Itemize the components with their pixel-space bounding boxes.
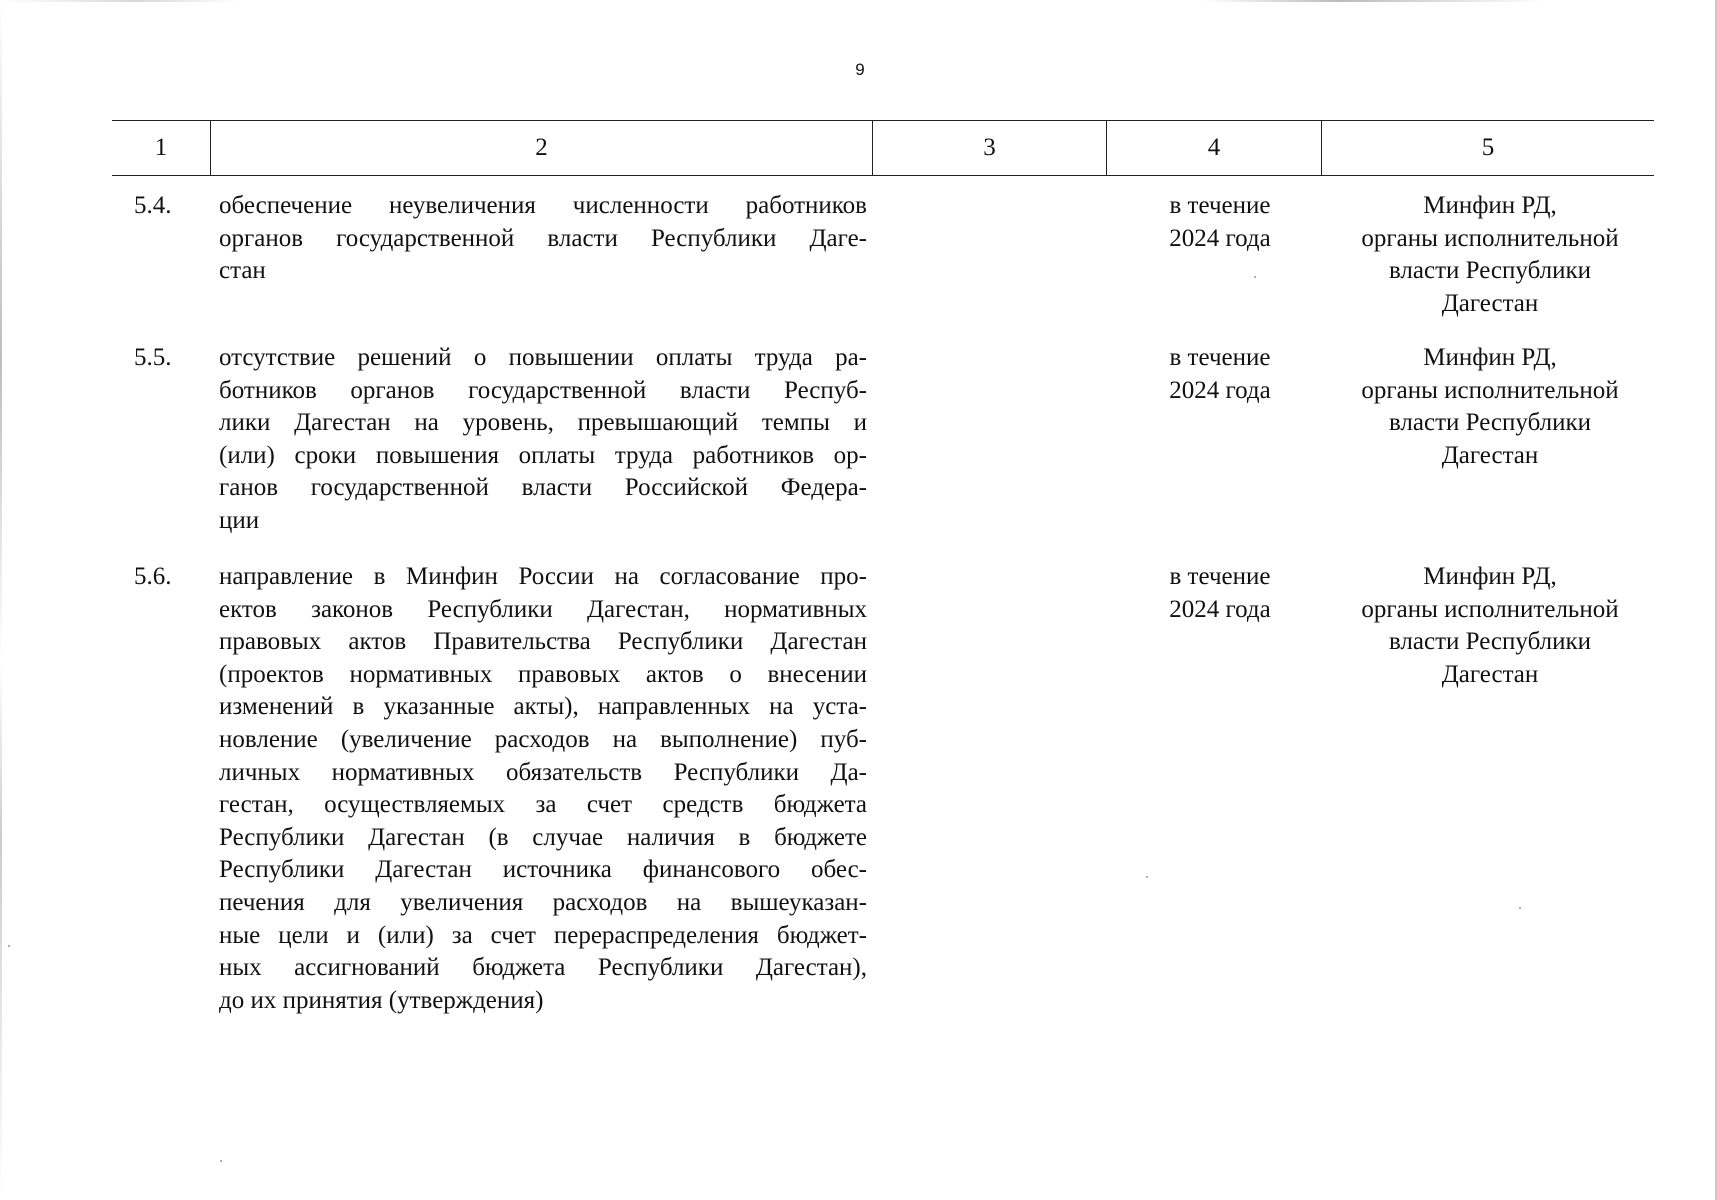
responsible-line: власти Республики [1388, 628, 1592, 655]
responsible-line: Дагестан [1441, 441, 1539, 469]
description-line: (проектов нормативных правовых актов о внесении [219, 660, 867, 688]
description-line: обеспечение неувеличения численности работников [219, 192, 867, 219]
scan-edge-left [0, 0, 2, 1200]
row-description [219, 561, 867, 1017]
description-line: Республики Дагестан (в случае наличия в бюджете [219, 823, 867, 851]
term-line: в течение [1169, 563, 1271, 590]
description-line: новление (увеличение расходов на выполнение) пуб- [219, 725, 867, 753]
term-line: в течение [1169, 344, 1271, 371]
description-line: отсутствие решений о повышении оплаты труда ра- [219, 344, 867, 371]
description-line: (или) сроки повышения оплаты труда работников ор- [219, 441, 867, 469]
description-line: ные цели и (или) за счет перераспределения бюджет- [219, 921, 867, 949]
row-term [1125, 561, 1315, 626]
responsible-line: органы исполнительной [1361, 224, 1619, 252]
row-number: 5.6. [134, 563, 172, 590]
description-line: изменений в указанные акты), направленных на уста- [219, 693, 867, 721]
row-responsible [1330, 561, 1650, 691]
responsible-line: власти Республики [1388, 409, 1592, 436]
row-responsible [1330, 190, 1650, 320]
description-line: до их принятия (утверждения) [219, 986, 544, 1014]
description-line: ции [219, 506, 260, 534]
description-line: органов государственной власти Республики Даге- [219, 224, 867, 252]
description-line: личных нормативных обязательств Республики Да- [219, 758, 867, 786]
scan-speck [220, 1160, 222, 1162]
responsible-line: Минфин РД, [1423, 344, 1557, 371]
row-term [1125, 190, 1315, 255]
column-header-2: 2 [210, 121, 872, 175]
column-header-1: 1 [154, 134, 168, 161]
row-description [219, 190, 867, 288]
responsible-line: Дагестан [1441, 660, 1539, 688]
description-line: правовых актов Правительства Республики Дагестан [219, 628, 867, 656]
description-line: ботников органов государственной власти Респуб- [219, 376, 867, 404]
description-line: Республики Дагестан источника финансового обес- [219, 856, 867, 884]
row-number: 5.5. [134, 344, 172, 371]
term-line: 2024 года [1169, 376, 1271, 404]
column-header-3: 3 [872, 121, 1106, 175]
scan-speck [1519, 907, 1521, 909]
responsible-line: Минфин РД, [1423, 563, 1557, 590]
row-term [1125, 342, 1315, 407]
scan-edge-top [0, 0, 1717, 2]
description-line: направление в Минфин России на согласование про- [219, 563, 867, 590]
page-number: 9 [855, 60, 865, 79]
row-number: 5.4. [134, 192, 172, 219]
description-line: ектов законов Республики Дагестан, нормативных [219, 595, 867, 623]
description-line: ганов государственной власти Российской Федера- [219, 474, 867, 502]
responsible-line: Дагестан [1441, 289, 1539, 317]
row-responsible [1330, 342, 1650, 472]
description-line: печения для увеличения расходов на вышеуказан- [219, 888, 867, 916]
table-header [112, 120, 1654, 176]
responsible-line: Минфин РД, [1423, 192, 1557, 219]
column-header-4: 4 [1106, 121, 1321, 175]
responsible-line: власти Республики [1388, 257, 1592, 284]
description-line: гестан, осуществляемых за счет средств бюджета [219, 791, 867, 819]
responsible-line: органы исполнительной [1361, 376, 1619, 404]
responsible-line: органы исполнительной [1361, 595, 1619, 623]
column-header-5: 5 [1321, 121, 1654, 175]
term-line: 2024 года [1169, 595, 1271, 623]
description-line: ных ассигнований бюджета Республики Дагестан), [219, 954, 867, 982]
term-line: 2024 года [1169, 224, 1271, 252]
description-line: лики Дагестан на уровень, превышающий темпы и [219, 409, 867, 437]
row-description [219, 342, 867, 538]
scan-speck [1146, 876, 1148, 878]
scan-speck [8, 945, 10, 947]
description-line: стан [219, 257, 266, 285]
term-line: в течение [1169, 192, 1271, 219]
scan-speck [1254, 276, 1256, 278]
